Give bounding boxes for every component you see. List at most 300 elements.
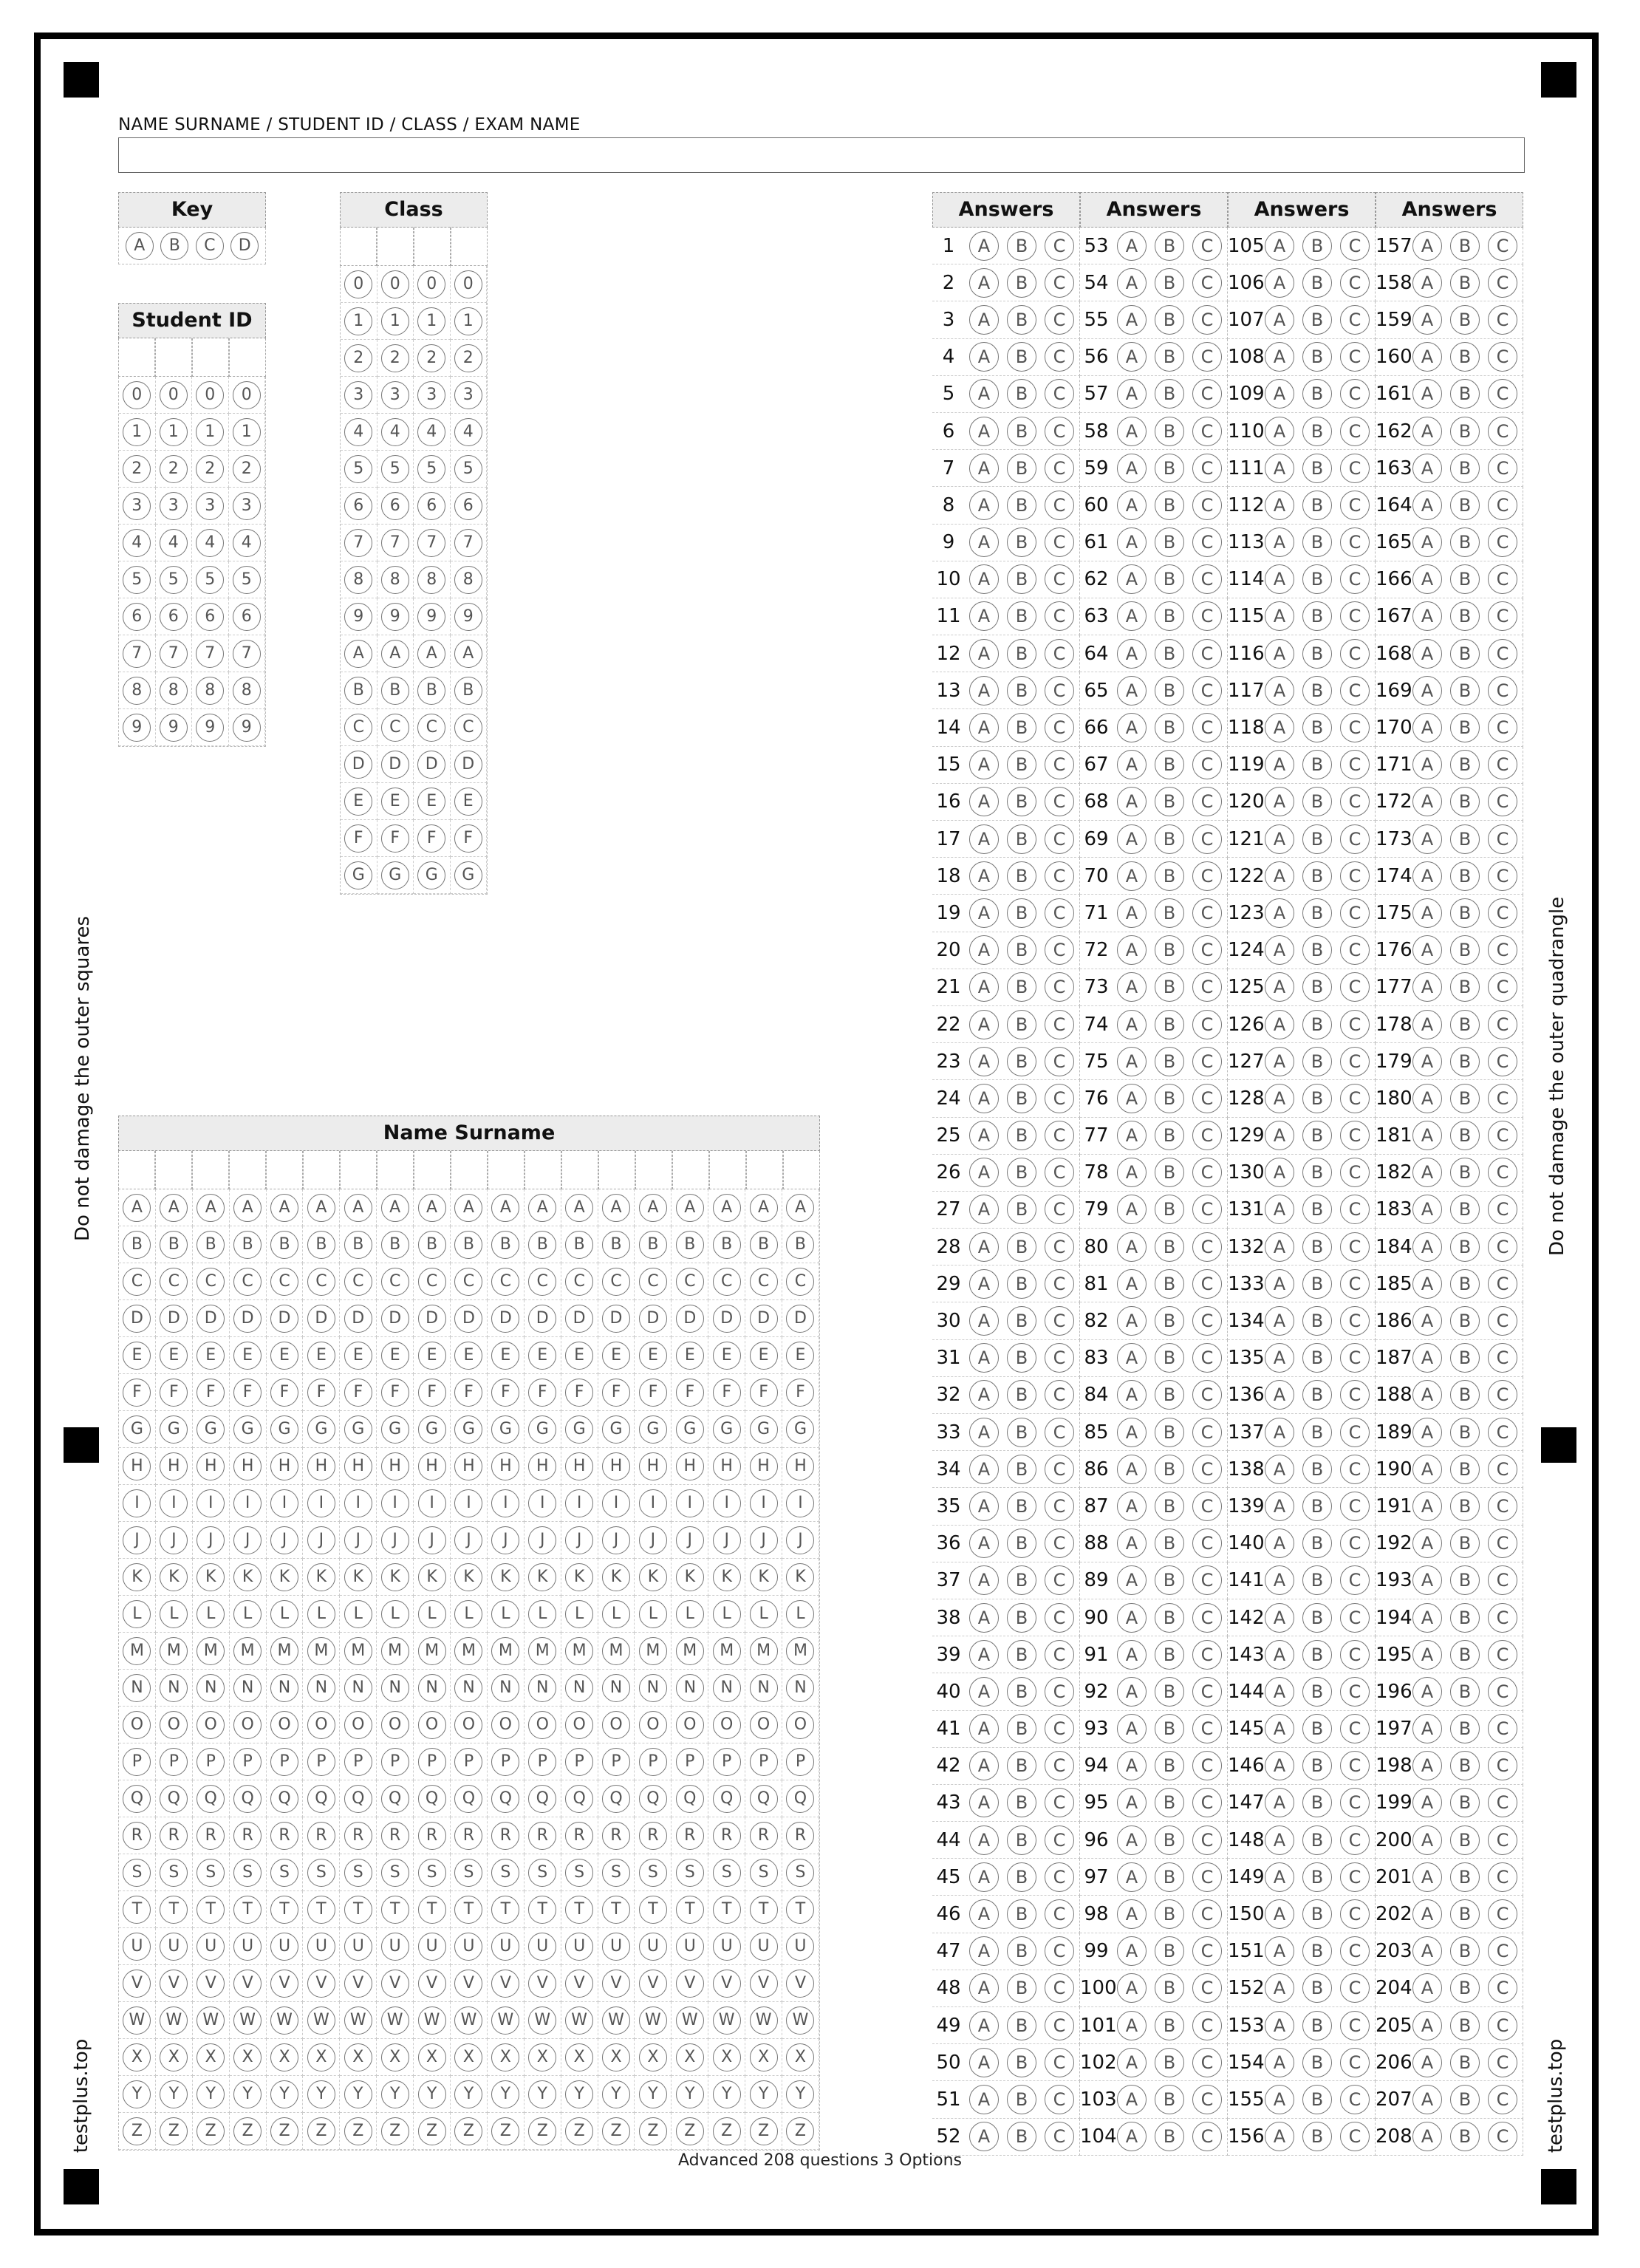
name-surname-bubble[interactable]: Q (123, 1785, 151, 1813)
answer-option-bubble[interactable]: A (969, 1455, 999, 1484)
answer-option-bubble[interactable]: B (1155, 305, 1184, 335)
answer-option-bubble[interactable]: B (1155, 564, 1184, 594)
student-id-bubble[interactable]: 5 (123, 566, 151, 594)
class-bubble[interactable]: 5 (344, 455, 372, 483)
answer-option-bubble[interactable]: C (1192, 713, 1222, 742)
answer-option-bubble[interactable]: A (969, 1084, 999, 1113)
name-surname-bubble[interactable]: A (602, 1194, 630, 1222)
answer-option-bubble[interactable]: A (1412, 1158, 1442, 1187)
key-option-bubble[interactable]: D (230, 232, 259, 260)
answer-option-bubble[interactable]: A (1265, 1565, 1294, 1595)
answer-option-bubble[interactable]: A (969, 1232, 999, 1262)
student-id-bubble[interactable]: 1 (196, 418, 224, 446)
name-surname-bubble[interactable]: Q (676, 1785, 704, 1813)
answer-option-bubble[interactable]: A (969, 1269, 999, 1299)
answer-option-bubble[interactable]: B (1155, 750, 1184, 779)
name-surname-bubble[interactable]: Q (565, 1785, 593, 1813)
name-surname-bubble[interactable]: U (123, 1933, 151, 1961)
answer-option-bubble[interactable]: B (1155, 824, 1184, 854)
answer-option-bubble[interactable]: B (1302, 1010, 1332, 1039)
name-surname-bubble[interactable]: S (307, 1859, 335, 1887)
answer-option-bubble[interactable]: B (1155, 2122, 1184, 2151)
class-bubble[interactable]: B (454, 677, 482, 705)
answer-option-bubble[interactable]: C (1045, 676, 1074, 706)
name-surname-bubble[interactable]: B (602, 1231, 630, 1259)
name-surname-bubble[interactable]: B (713, 1231, 741, 1259)
answer-option-bubble[interactable]: A (969, 491, 999, 520)
answer-option-bubble[interactable]: B (1007, 1936, 1036, 1966)
answer-option-bubble[interactable]: A (969, 1788, 999, 1817)
answer-option-bubble[interactable]: A (1117, 1047, 1147, 1076)
name-surname-bubble[interactable]: U (639, 1933, 667, 1961)
answer-option-bubble[interactable]: A (969, 750, 999, 779)
name-surname-bubble[interactable]: L (381, 1600, 409, 1628)
answer-option-bubble[interactable]: C (1340, 639, 1370, 669)
answer-option-bubble[interactable]: C (1488, 1269, 1517, 1299)
answer-option-bubble[interactable]: B (1302, 1714, 1332, 1743)
name-surname-bubble[interactable]: C (307, 1268, 335, 1296)
answer-option-bubble[interactable]: C (1192, 1751, 1222, 1780)
name-surname-bubble[interactable]: M (454, 1637, 482, 1665)
class-bubble[interactable]: F (381, 824, 409, 853)
answer-option-bubble[interactable]: A (1117, 824, 1147, 854)
name-surname-bubble[interactable]: H (639, 1452, 667, 1480)
answer-option-bubble[interactable]: A (1265, 379, 1294, 409)
answer-option-bubble[interactable]: B (1007, 1751, 1036, 1780)
name-surname-bubble[interactable]: V (786, 1970, 814, 1998)
name-surname-bubble[interactable]: X (602, 2043, 630, 2071)
answer-option-bubble[interactable]: A (969, 1010, 999, 1039)
answer-option-bubble[interactable]: C (1340, 1195, 1370, 1224)
answer-option-bubble[interactable]: C (1488, 2011, 1517, 2040)
answer-option-bubble[interactable]: C (1488, 1677, 1517, 1707)
class-bubble[interactable]: A (381, 640, 409, 668)
class-bubble[interactable]: B (344, 677, 372, 705)
name-surname-bubble[interactable]: K (344, 1563, 372, 1591)
name-surname-bubble[interactable]: L (639, 1600, 667, 1628)
answer-option-bubble[interactable]: B (1450, 342, 1480, 372)
name-surname-bubble[interactable]: G (160, 1415, 188, 1444)
name-surname-write-box[interactable] (598, 1151, 635, 1189)
name-surname-bubble[interactable]: A (786, 1194, 814, 1222)
name-surname-bubble[interactable]: N (528, 1674, 556, 1702)
answer-option-bubble[interactable]: C (1045, 601, 1074, 631)
answer-option-bubble[interactable]: C (1045, 1232, 1074, 1262)
name-surname-bubble[interactable]: T (786, 1896, 814, 1924)
name-surname-bubble[interactable]: Q (491, 1785, 519, 1813)
answer-option-bubble[interactable]: C (1488, 379, 1517, 409)
name-surname-bubble[interactable]: S (123, 1859, 151, 1887)
name-surname-bubble[interactable]: M (381, 1637, 409, 1665)
name-surname-bubble[interactable]: E (160, 1342, 188, 1370)
answer-option-bubble[interactable]: C (1192, 1492, 1222, 1521)
answer-option-bubble[interactable]: C (1045, 1640, 1074, 1670)
student-id-bubble[interactable]: 4 (160, 529, 188, 557)
name-surname-bubble[interactable]: L (418, 1600, 446, 1628)
answer-option-bubble[interactable]: A (1117, 417, 1147, 446)
name-surname-bubble[interactable]: T (233, 1896, 262, 1924)
name-surname-bubble[interactable]: W (307, 2006, 335, 2035)
answer-option-bubble[interactable]: A (1117, 1714, 1147, 1743)
student-id-bubble[interactable]: 9 (233, 714, 261, 742)
answer-option-bubble[interactable]: B (1450, 2085, 1480, 2114)
name-surname-bubble[interactable]: O (602, 1711, 630, 1739)
answer-option-bubble[interactable]: B (1302, 1121, 1332, 1150)
name-surname-bubble[interactable]: L (307, 1600, 335, 1628)
name-surname-bubble[interactable]: J (786, 1526, 814, 1554)
answer-option-bubble[interactable]: B (1155, 231, 1184, 261)
answer-option-bubble[interactable]: B (1155, 1751, 1184, 1780)
name-surname-bubble[interactable]: Z (233, 2117, 262, 2145)
answer-option-bubble[interactable]: C (1045, 1121, 1074, 1150)
answer-option-bubble[interactable]: A (969, 231, 999, 261)
name-surname-bubble[interactable]: R (528, 1822, 556, 1850)
name-surname-bubble[interactable]: B (676, 1231, 704, 1259)
name-surname-bubble[interactable]: Q (454, 1785, 482, 1813)
name-surname-bubble[interactable]: Y (381, 2080, 409, 2108)
answer-option-bubble[interactable]: A (1117, 1936, 1147, 1966)
answer-option-bubble[interactable]: B (1450, 1232, 1480, 1262)
answer-option-bubble[interactable]: A (1265, 601, 1294, 631)
answer-option-bubble[interactable]: B (1155, 1418, 1184, 1447)
answer-option-bubble[interactable]: B (1155, 1121, 1184, 1150)
name-surname-bubble[interactable]: N (197, 1674, 225, 1702)
name-surname-bubble[interactable]: Y (676, 2080, 704, 2108)
answer-option-bubble[interactable]: B (1007, 2048, 1036, 2077)
name-surname-bubble[interactable]: Y (160, 2080, 188, 2108)
class-bubble[interactable]: B (381, 677, 409, 705)
answer-option-bubble[interactable]: A (1412, 1714, 1442, 1743)
student-id-bubble[interactable]: 9 (196, 714, 224, 742)
name-surname-bubble[interactable]: V (307, 1970, 335, 1998)
class-bubble[interactable]: 6 (417, 492, 445, 520)
answer-option-bubble[interactable]: A (1117, 935, 1147, 965)
answer-option-bubble[interactable]: A (1412, 1195, 1442, 1224)
name-surname-bubble[interactable]: F (676, 1379, 704, 1407)
name-surname-bubble[interactable]: M (491, 1637, 519, 1665)
name-surname-bubble[interactable]: U (160, 1933, 188, 1961)
answer-option-bubble[interactable]: B (1007, 454, 1036, 483)
name-surname-bubble[interactable]: D (307, 1305, 335, 1333)
name-surname-bubble[interactable]: Q (160, 1785, 188, 1813)
name-surname-bubble[interactable]: F (123, 1379, 151, 1407)
name-surname-bubble[interactable]: E (123, 1342, 151, 1370)
name-surname-bubble[interactable]: D (565, 1305, 593, 1333)
name-surname-bubble[interactable]: I (160, 1489, 188, 1517)
name-surname-bubble[interactable]: Z (381, 2117, 409, 2145)
name-surname-bubble[interactable]: L (123, 1600, 151, 1628)
name-surname-bubble[interactable]: M (602, 1637, 630, 1665)
answer-option-bubble[interactable]: C (1192, 1936, 1222, 1966)
class-bubble[interactable]: 3 (381, 381, 409, 409)
name-surname-bubble[interactable]: R (713, 1822, 741, 1850)
class-bubble[interactable]: 9 (381, 603, 409, 631)
name-surname-bubble[interactable]: S (418, 1859, 446, 1887)
answer-option-bubble[interactable]: B (1302, 527, 1332, 557)
name-surname-bubble[interactable]: X (344, 2043, 372, 2071)
answer-option-bubble[interactable]: B (1302, 787, 1332, 816)
name-surname-bubble[interactable]: R (418, 1822, 446, 1850)
answer-option-bubble[interactable]: A (1265, 1343, 1294, 1373)
answer-option-bubble[interactable]: B (1155, 676, 1184, 706)
student-id-bubble[interactable]: 9 (160, 714, 188, 742)
name-surname-bubble[interactable]: N (381, 1674, 409, 1702)
name-surname-bubble[interactable]: H (233, 1452, 262, 1480)
answer-option-bubble[interactable]: B (1302, 898, 1332, 928)
answer-option-bubble[interactable]: A (1265, 1677, 1294, 1707)
name-surname-bubble[interactable]: P (713, 1748, 741, 1776)
answer-option-bubble[interactable]: A (1412, 972, 1442, 1002)
student-id-write-box[interactable] (229, 338, 266, 377)
name-surname-bubble[interactable]: Y (528, 2080, 556, 2108)
name-surname-bubble[interactable]: B (344, 1231, 372, 1259)
answer-option-bubble[interactable]: B (1007, 972, 1036, 1002)
answer-option-bubble[interactable]: A (1265, 1862, 1294, 1892)
answer-option-bubble[interactable]: A (1117, 1825, 1147, 1855)
answer-option-bubble[interactable]: B (1450, 1306, 1480, 1336)
name-surname-bubble[interactable]: Y (639, 2080, 667, 2108)
name-surname-bubble[interactable]: J (307, 1526, 335, 1554)
answer-option-bubble[interactable]: A (969, 824, 999, 854)
answer-option-bubble[interactable]: A (969, 1677, 999, 1707)
answer-option-bubble[interactable]: B (1155, 1788, 1184, 1817)
answer-option-bubble[interactable]: B (1155, 379, 1184, 409)
name-surname-bubble[interactable]: K (528, 1563, 556, 1591)
answer-option-bubble[interactable]: B (1007, 2122, 1036, 2151)
answer-option-bubble[interactable]: A (1117, 1084, 1147, 1113)
answer-option-bubble[interactable]: C (1045, 861, 1074, 891)
answer-option-bubble[interactable]: A (1412, 1751, 1442, 1780)
answer-option-bubble[interactable]: A (1412, 1640, 1442, 1670)
answer-option-bubble[interactable]: A (1412, 1269, 1442, 1299)
name-surname-bubble[interactable]: U (565, 1933, 593, 1961)
answer-option-bubble[interactable]: B (1450, 454, 1480, 483)
answer-option-bubble[interactable]: C (1340, 1751, 1370, 1780)
answer-option-bubble[interactable]: C (1192, 935, 1222, 965)
answer-option-bubble[interactable]: C (1045, 1677, 1074, 1707)
answer-option-bubble[interactable]: B (1450, 527, 1480, 557)
answer-option-bubble[interactable]: A (1412, 1825, 1442, 1855)
name-surname-bubble[interactable]: E (528, 1342, 556, 1370)
name-surname-bubble[interactable]: J (160, 1526, 188, 1554)
answer-option-bubble[interactable]: B (1007, 1528, 1036, 1558)
answer-option-bubble[interactable]: B (1155, 1640, 1184, 1670)
answer-option-bubble[interactable]: C (1488, 1158, 1517, 1187)
answer-option-bubble[interactable]: B (1155, 601, 1184, 631)
class-bubble[interactable]: 4 (417, 418, 445, 446)
answer-option-bubble[interactable]: A (1117, 1306, 1147, 1336)
answer-option-bubble[interactable]: A (1265, 231, 1294, 261)
answer-option-bubble[interactable]: B (1155, 861, 1184, 891)
student-id-write-box[interactable] (118, 338, 155, 377)
name-surname-bubble[interactable]: M (750, 1637, 778, 1665)
answer-option-bubble[interactable]: A (1265, 1603, 1294, 1633)
name-surname-bubble[interactable]: F (160, 1379, 188, 1407)
name-surname-bubble[interactable]: N (123, 1674, 151, 1702)
answer-option-bubble[interactable]: A (969, 713, 999, 742)
answer-option-bubble[interactable]: C (1192, 491, 1222, 520)
answer-option-bubble[interactable]: C (1340, 1418, 1370, 1447)
answer-option-bubble[interactable]: A (1265, 1640, 1294, 1670)
name-surname-bubble[interactable]: N (233, 1674, 262, 1702)
name-surname-bubble[interactable]: F (418, 1379, 446, 1407)
answer-option-bubble[interactable]: C (1045, 1455, 1074, 1484)
name-surname-bubble[interactable]: A (713, 1194, 741, 1222)
class-bubble[interactable]: D (344, 751, 372, 779)
class-bubble[interactable]: 9 (344, 603, 372, 631)
name-surname-bubble[interactable]: W (528, 2006, 556, 2035)
name-surname-bubble[interactable]: R (786, 1822, 814, 1850)
answer-option-bubble[interactable]: B (1302, 1195, 1332, 1224)
answer-option-bubble[interactable]: C (1488, 1714, 1517, 1743)
name-surname-bubble[interactable]: M (639, 1637, 667, 1665)
name-surname-bubble[interactable]: X (786, 2043, 814, 2071)
name-surname-bubble[interactable]: V (491, 1970, 519, 1998)
answer-option-bubble[interactable]: C (1192, 1899, 1222, 1929)
class-bubble[interactable]: F (417, 824, 445, 853)
answer-option-bubble[interactable]: A (1412, 1862, 1442, 1892)
name-surname-bubble[interactable]: W (270, 2006, 298, 2035)
class-bubble[interactable]: 7 (344, 529, 372, 557)
answer-option-bubble[interactable]: C (1488, 1380, 1517, 1410)
answer-option-bubble[interactable]: A (1117, 2122, 1147, 2151)
answer-option-bubble[interactable]: C (1488, 1603, 1517, 1633)
answer-option-bubble[interactable]: A (1412, 1603, 1442, 1633)
answer-option-bubble[interactable]: B (1302, 491, 1332, 520)
key-option-bubble[interactable]: A (126, 232, 154, 260)
name-surname-bubble[interactable]: Z (639, 2117, 667, 2145)
name-surname-bubble[interactable]: T (528, 1896, 556, 1924)
name-surname-bubble[interactable]: Y (270, 2080, 298, 2108)
answer-option-bubble[interactable]: B (1007, 1825, 1036, 1855)
answer-option-bubble[interactable]: A (969, 1195, 999, 1224)
answer-option-bubble[interactable]: A (1412, 1677, 1442, 1707)
name-surname-bubble[interactable]: N (713, 1674, 741, 1702)
answer-option-bubble[interactable]: A (1117, 1195, 1147, 1224)
name-surname-bubble[interactable]: K (197, 1563, 225, 1591)
answer-option-bubble[interactable]: B (1155, 1936, 1184, 1966)
answer-option-bubble[interactable]: C (1192, 1603, 1222, 1633)
answer-option-bubble[interactable]: B (1302, 1825, 1332, 1855)
answer-option-bubble[interactable]: B (1007, 1084, 1036, 1113)
answer-option-bubble[interactable]: C (1045, 1158, 1074, 1187)
name-surname-bubble[interactable]: C (786, 1268, 814, 1296)
answer-option-bubble[interactable]: A (1117, 1121, 1147, 1150)
answer-option-bubble[interactable]: A (969, 2048, 999, 2077)
answer-option-bubble[interactable]: C (1488, 564, 1517, 594)
answer-option-bubble[interactable]: A (969, 1751, 999, 1780)
answer-option-bubble[interactable]: A (969, 1714, 999, 1743)
name-surname-bubble[interactable]: X (123, 2043, 151, 2071)
answer-option-bubble[interactable]: B (1155, 417, 1184, 446)
class-bubble[interactable]: 1 (454, 307, 482, 335)
name-surname-bubble[interactable]: V (454, 1970, 482, 1998)
name-surname-bubble[interactable]: Y (602, 2080, 630, 2108)
answer-option-bubble[interactable]: B (1450, 2048, 1480, 2077)
answer-option-bubble[interactable]: A (969, 454, 999, 483)
name-surname-bubble[interactable]: H (713, 1452, 741, 1480)
name-surname-bubble[interactable]: L (750, 1600, 778, 1628)
answer-option-bubble[interactable]: C (1192, 1121, 1222, 1150)
student-id-bubble[interactable]: 1 (160, 418, 188, 446)
name-surname-bubble[interactable]: O (160, 1711, 188, 1739)
answer-option-bubble[interactable]: C (1488, 342, 1517, 372)
answer-option-bubble[interactable]: B (1155, 1232, 1184, 1262)
student-id-bubble[interactable]: 4 (123, 529, 151, 557)
answer-option-bubble[interactable]: C (1488, 491, 1517, 520)
name-surname-bubble[interactable]: T (418, 1896, 446, 1924)
name-surname-bubble[interactable]: X (197, 2043, 225, 2071)
answer-option-bubble[interactable]: B (1450, 1528, 1480, 1558)
answer-option-bubble[interactable]: B (1007, 1862, 1036, 1892)
answer-option-bubble[interactable]: A (1412, 1492, 1442, 1521)
name-surname-bubble[interactable]: G (344, 1415, 372, 1444)
name-surname-bubble[interactable]: C (123, 1268, 151, 1296)
answer-option-bubble[interactable]: C (1488, 1788, 1517, 1817)
answer-option-bubble[interactable]: B (1302, 972, 1332, 1002)
answer-option-bubble[interactable]: B (1302, 861, 1332, 891)
answer-option-bubble[interactable]: A (1412, 1047, 1442, 1076)
answer-option-bubble[interactable]: C (1488, 972, 1517, 1002)
answer-option-bubble[interactable]: C (1045, 713, 1074, 742)
name-surname-bubble[interactable]: A (418, 1194, 446, 1222)
name-surname-bubble[interactable]: X (565, 2043, 593, 2071)
name-surname-bubble[interactable]: U (750, 1933, 778, 1961)
name-surname-bubble[interactable]: N (750, 1674, 778, 1702)
name-surname-bubble[interactable]: H (676, 1452, 704, 1480)
answer-option-bubble[interactable]: A (969, 935, 999, 965)
answer-option-bubble[interactable]: A (1117, 1232, 1147, 1262)
class-bubble[interactable]: 9 (417, 603, 445, 631)
name-surname-bubble[interactable]: E (454, 1342, 482, 1370)
answer-option-bubble[interactable]: C (1192, 417, 1222, 446)
student-id-bubble[interactable]: 4 (196, 529, 224, 557)
answer-option-bubble[interactable]: B (1155, 342, 1184, 372)
name-surname-bubble[interactable]: Z (676, 2117, 704, 2145)
answer-option-bubble[interactable]: B (1450, 268, 1480, 298)
answer-option-bubble[interactable]: B (1155, 1047, 1184, 1076)
answer-option-bubble[interactable]: C (1488, 1232, 1517, 1262)
name-surname-bubble[interactable]: U (197, 1933, 225, 1961)
answer-option-bubble[interactable]: A (1117, 1603, 1147, 1633)
answer-option-bubble[interactable]: B (1450, 1418, 1480, 1447)
answer-option-bubble[interactable]: A (969, 1528, 999, 1558)
answer-option-bubble[interactable]: B (1450, 1936, 1480, 1966)
name-surname-bubble[interactable]: A (381, 1194, 409, 1222)
answer-option-bubble[interactable]: C (1192, 379, 1222, 409)
answer-option-bubble[interactable]: A (1117, 1492, 1147, 1521)
answer-option-bubble[interactable]: C (1192, 1862, 1222, 1892)
name-surname-bubble[interactable]: Z (602, 2117, 630, 2145)
answer-option-bubble[interactable]: C (1340, 861, 1370, 891)
answer-option-bubble[interactable]: C (1488, 676, 1517, 706)
name-surname-bubble[interactable]: J (270, 1526, 298, 1554)
name-surname-bubble[interactable]: J (197, 1526, 225, 1554)
name-surname-bubble[interactable]: X (418, 2043, 446, 2071)
student-id-bubble[interactable]: 8 (233, 677, 261, 705)
answer-option-bubble[interactable]: A (1265, 898, 1294, 928)
name-surname-bubble[interactable]: L (713, 1600, 741, 1628)
answer-option-bubble[interactable]: C (1340, 1788, 1370, 1817)
answer-option-bubble[interactable]: C (1488, 639, 1517, 669)
answer-option-bubble[interactable]: A (969, 1306, 999, 1336)
answer-option-bubble[interactable]: A (1265, 1010, 1294, 1039)
class-write-box[interactable] (414, 228, 451, 266)
answer-option-bubble[interactable]: C (1488, 1862, 1517, 1892)
name-surname-bubble[interactable]: C (491, 1268, 519, 1296)
name-surname-bubble[interactable]: H (491, 1452, 519, 1480)
name-surname-bubble[interactable]: V (381, 1970, 409, 1998)
